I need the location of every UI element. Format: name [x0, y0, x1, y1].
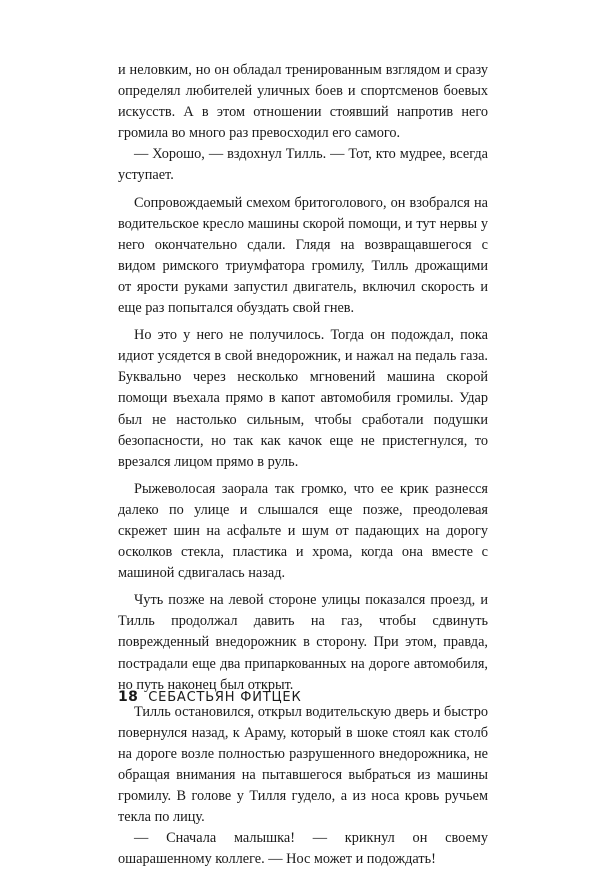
running-author: СЕБАСТЬЯН ФИТЦЕК: [148, 690, 302, 705]
paragraph-7: Тилль остановился, открыл водительскую дверь и быстро повернулся назад, к Араму, который в шоке стоял как столб на дороге возле полностью разрушенного внедорожника, не обращая внимания на пытавшегося выбраться из машины громилу. В голове у Тилля гудело, а из носа кровь ручьем текла по лицу.: [118, 703, 488, 826]
paragraph-5: Рыжеволосая заорала так громко, что ее крик разнесся далеко по улице и слышался еще позже, преодолевая скрежет шин на асфальте и шум от падающих на дорогу осколков стекла, пластика и хрома, когда она вместе с машиной сдвигалась назад.: [118, 480, 488, 582]
paragraph-8: — Сначала малышка! — крикнул он своему ошарашенному коллеге. — Нос может и подождать!: [118, 830, 488, 868]
page-footer: [118, 689, 301, 705]
paragraph-2: — Хорошо, — вздохнул Тилль. — Тот, кто мудрее, всегда уступает.: [118, 146, 488, 184]
paragraph-3: Сопровождаемый смехом бритоголового, он взобрался на водительское кресло машины скорой помощи, и тут нервы у него окончательно сдали. Глядя на возвращавшегося с видом римского триумфатора громилу, Тилль дрожащими от ярости руками запустил двигатель, включил скорость и еще раз попытался обуздать свой гнев.: [118, 194, 488, 317]
paragraph-6: Чуть позже на левой стороне улицы показался проезд, и Тилль продолжал давить на газ, чтобы сдвинуть поврежденный внедорожник в сторону. При этом, правда, пострадали еще два припаркованных на дороге автомобиля, но путь наконец был открыт.: [118, 592, 488, 693]
paragraph-4: Но это у него не получилось. Тогда он подождал, пока идиот усядется в свой внедорожник, и нажал на педаль газа. Буквально через несколько мгновений машина скорой помощи въехала прямо в капот автомобиля громилы. Удар был не настолько сильным, чтобы сработали подушки безопасности, но так как качок еще не пристегнулся, то врезался лицом прямо в руль.: [118, 327, 488, 470]
paragraph-1: и неловким, но он обладал тренированным взглядом и сразу определял любителей уличных боев и спортсменов боевых искусств. А в этом отношении стоявший напротив него громила во много раз превосходил его самого.: [118, 62, 488, 142]
book-page-text: [118, 60, 488, 870]
page-number: 18: [118, 689, 139, 705]
